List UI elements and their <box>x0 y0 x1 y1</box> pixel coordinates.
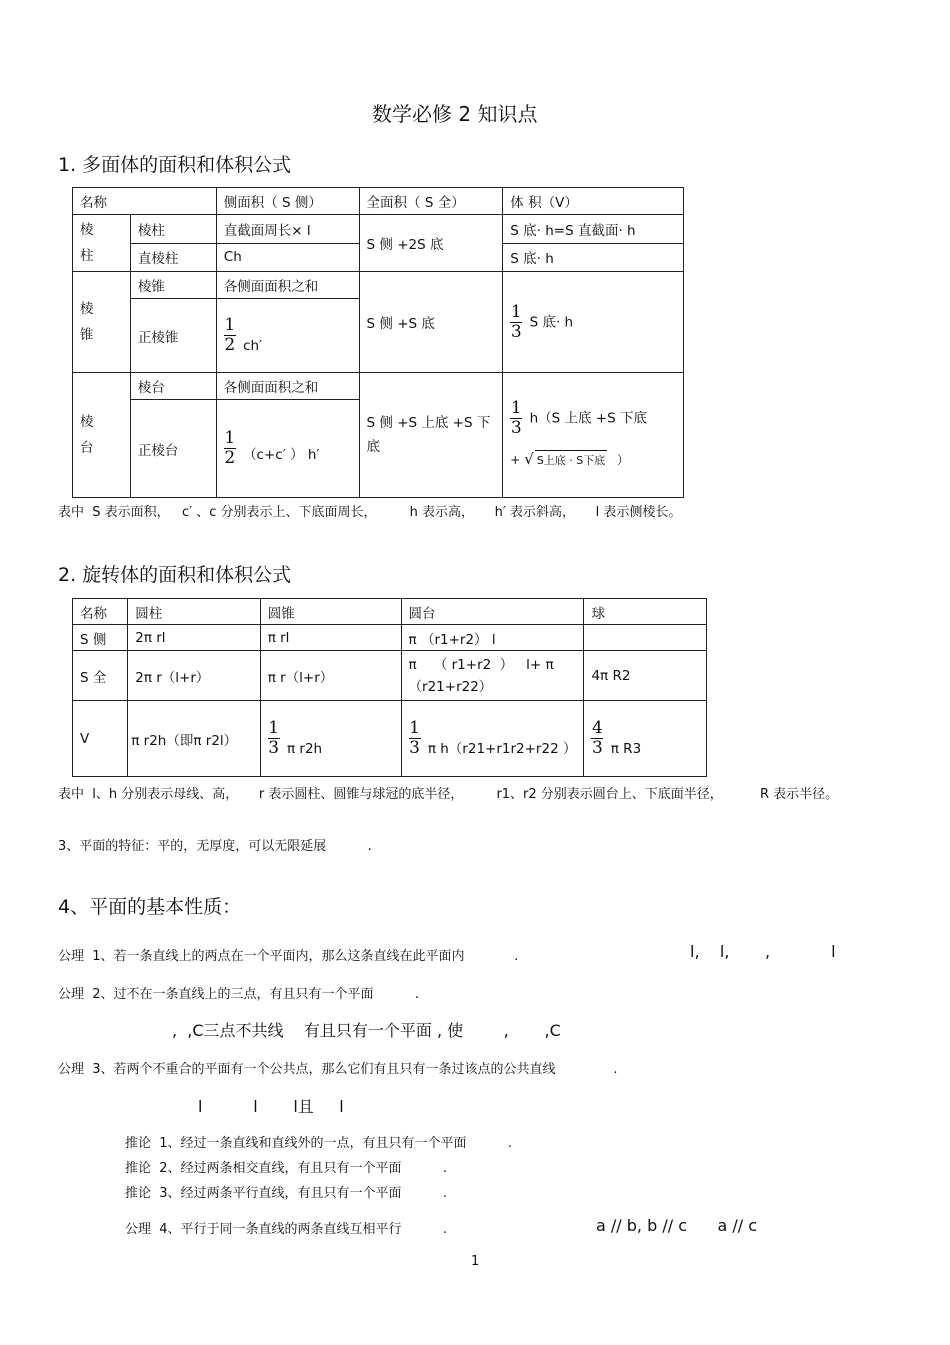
fraction-one-third: $\frac{1}{3}$ <box>510 301 522 342</box>
section1-note: 表中 S 表示面积， c′ 、c 分别表示上、下底面周长， h 表示高， h′ 表示斜高， l 表示侧棱长。 <box>58 505 682 520</box>
sphere-volume <box>584 701 707 777</box>
pyramid-lateral: 各侧面面积之和 <box>216 272 359 299</box>
frustum-volume-text: h（S 上底 +S 下底 <box>529 410 647 426</box>
right-prism-volume: S 底· h <box>503 243 684 272</box>
prism-group: 棱 柱 <box>73 215 131 272</box>
frustum-volume <box>401 701 584 777</box>
page-title: 数学必修 2 知识点 <box>372 102 538 126</box>
section2-heading: 2. 旋转体的面积和体积公式 <box>58 564 292 586</box>
header-cylinder: 圆柱 <box>128 599 260 625</box>
header-name: 名称 <box>73 599 128 625</box>
axiom-3-symbols: l l l且 l <box>198 1097 344 1116</box>
header-name: 名称 <box>73 188 217 215</box>
axiom-1-symbols: l, l, , l <box>690 942 836 961</box>
frustum-total: S 侧 +S 上底 +S 下底 <box>359 373 503 498</box>
prism-name: 棱柱 <box>130 215 216 244</box>
fraction-one-third: $\frac{1}{3}$ <box>510 397 522 438</box>
header-sphere: 球 <box>584 599 707 625</box>
cylinder-total: 2π r（l+r） <box>128 651 260 701</box>
frustum-name: 棱台 <box>130 373 216 400</box>
frustum-volume-text: π h（r21+r1r2+r22 ） <box>427 740 577 757</box>
pyramid-name: 棱锥 <box>130 272 216 299</box>
pyramid-group: 棱 锥 <box>73 272 131 373</box>
corollary-2: 推论 2、经过两条相交直线，有且只有一个平面 . <box>125 1161 447 1176</box>
cone-lateral: π rl <box>260 625 401 651</box>
right-prism-lateral: Ch <box>216 243 359 272</box>
section4-heading: 4、平面的基本性质： <box>58 896 242 918</box>
pyramid-volume-text: S 底· h <box>529 314 574 330</box>
fraction-one-half: $\frac{1}{2}$ <box>224 428 236 468</box>
axiom-2: 公理 2、过不在一条直线上的三点，有且只有一个平面 . <box>58 987 419 1002</box>
section2-note: 表中 l、h 分别表示母线、高， r 表示圆柱、圆锥与球冠的底半径， r1、r2 分别表示圆台上、下底面半径， R 表示半径。 <box>58 787 839 802</box>
axiom-2-symbols: , ,C三点不共线 有且只有一个平面 , 使 , ,C <box>172 1021 561 1040</box>
frustum-lateral: 各侧面面积之和 <box>216 373 359 400</box>
axiom-3: 公理 3、若两个不重合的平面有一个公共点，那么它们有且只有一条过该点的公共直线 . <box>58 1062 618 1077</box>
revolution-table <box>72 598 707 777</box>
header-lateral: 侧面积（ S 侧） <box>216 188 359 215</box>
prism-total: S 侧 +2S 底 <box>359 215 503 272</box>
corollary-1: 推论 1、经过一条直线和直线外的一点，有且只有一个平面 . <box>125 1136 512 1151</box>
regular-pyramid-lateral <box>216 299 359 373</box>
axiom-4-symbols: a // b, b // c a // c <box>596 1216 758 1235</box>
page-number: 1 <box>471 1254 480 1269</box>
axiom-1: 公理 1、若一条直线上的两点在一个平面内，那么这条直线在此平面内 . <box>58 949 519 964</box>
lateral-label: S 侧 <box>73 625 128 651</box>
plus-sign: + <box>510 452 521 467</box>
regular-frustum-name: 正棱台 <box>130 400 216 498</box>
total-label: S 全 <box>73 651 128 701</box>
sphere-lateral <box>584 625 707 651</box>
prism-lateral: 直截面周长× l <box>216 215 359 244</box>
sphere-volume-text: π R3 <box>610 740 642 757</box>
pyramid-volume <box>503 272 684 373</box>
header-cone: 圆锥 <box>260 599 401 625</box>
polyhedron-table <box>72 187 684 498</box>
cylinder-lateral: 2π rl <box>128 625 260 651</box>
regular-frustum-lateral-text: （c+c′ ） h′ <box>243 446 320 463</box>
header-volume: 体 积（V） <box>503 188 684 215</box>
regular-pyramid-lateral-text: ch′ <box>243 337 263 354</box>
frustum-group: 棱 台 <box>73 373 131 498</box>
sqrt-icon: √ <box>524 449 534 468</box>
prism-volume: S 底· h=S 直截面· h <box>503 215 684 244</box>
frustum-total: π （ r1+r2 ） l+ π （r21+r22） <box>401 651 584 701</box>
volume-label: V <box>73 701 128 777</box>
fraction-one-half: $\frac{1}{2}$ <box>224 315 236 355</box>
corollary-3: 推论 3、经过两条平行直线，有且只有一个平面 . <box>125 1186 447 1201</box>
frustum-volume <box>503 373 684 498</box>
right-prism-name: 直棱柱 <box>130 243 216 272</box>
close-paren: ） <box>617 452 630 467</box>
cone-volume <box>260 701 401 777</box>
fraction-one-third: $\frac{1}{3}$ <box>268 718 280 758</box>
fraction-one-third: $\frac{1}{3}$ <box>409 718 420 758</box>
sqrt-content: S上底 · S下底 <box>535 450 607 471</box>
fraction-four-thirds: $\frac{4}{3}$ <box>592 718 603 758</box>
header-total: 全面积（ S 全） <box>359 188 503 215</box>
regular-pyramid-name: 正棱锥 <box>130 299 216 373</box>
cone-total: π r（l+r） <box>260 651 401 701</box>
header-frustum: 圆台 <box>401 599 584 625</box>
section1-heading: 1. 多面体的面积和体积公式 <box>58 154 292 176</box>
regular-frustum-lateral <box>216 400 359 498</box>
sphere-total: 4π R2 <box>584 651 707 701</box>
cylinder-volume: π r2h（即π r2l） <box>128 701 260 777</box>
cone-volume-text: π r2h <box>287 740 323 757</box>
section3-text: 3、平面的特征：平的，无厚度，可以无限延展 . <box>58 839 372 854</box>
frustum-lateral: π （r1+r2） l <box>401 625 584 651</box>
pyramid-total: S 侧 +S 底 <box>359 272 503 373</box>
axiom-4: 公理 4、平行于同一条直线的两条直线互相平行 . <box>125 1222 447 1237</box>
